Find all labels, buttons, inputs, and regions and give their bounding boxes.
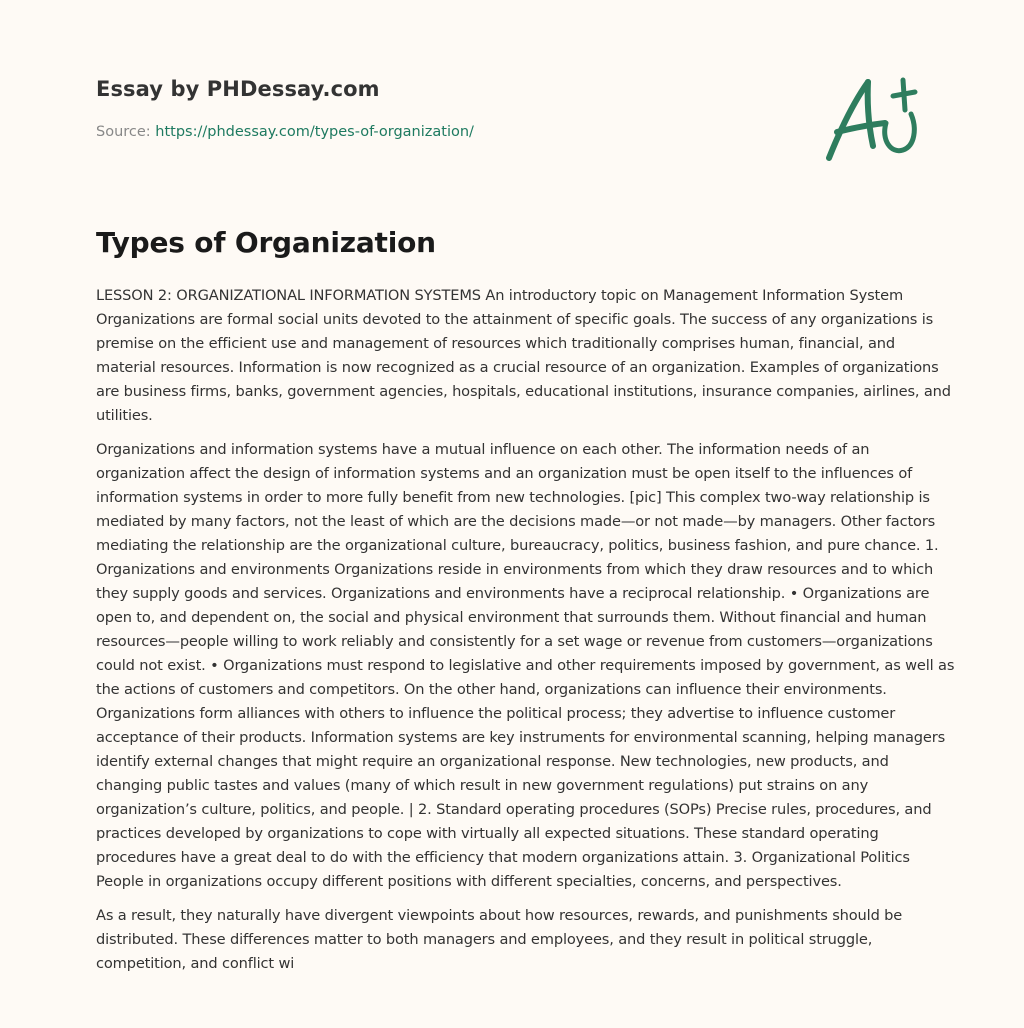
paragraph: LESSON 2: ORGANIZATIONAL INFORMATION SYSTEMS An introductory topic on Management Information System Organizations are formal social units devoted to the attainment of specific goals. The success of any organizations is premise on the efficient use and management of resources which traditionally comprises human, financial, and material resources. Information is now recognized as a crucial resource of an organization. Examples of organizations are business firms, banks, government agencies, hospitals, educational institutions, insurance companies, airlines, and utilities.: [96, 287, 951, 424]
page-header: [96, 0, 956, 200]
site-title: Essay by PHDessay.com: [96, 77, 380, 101]
source-link[interactable]: https://phdessay.com/types-of-organization/: [155, 124, 474, 140]
essay-page: [96, 0, 956, 972]
source-label: Source:: [96, 124, 156, 140]
document-body: [96, 284, 956, 986]
source-line: [96, 124, 474, 140]
paragraph: As a result, they naturally have divergent viewpoints about how resources, rewards, and punishments should be distributed. These differences matter to both managers and employees, and they result in political struggle, competition, and conflict wi: [96, 907, 903, 972]
a-plus-grade-icon: [823, 68, 928, 168]
document-title: Types of Organization: [96, 226, 436, 259]
paragraph: Organizations and information systems have a mutual influence on each other. The information needs of an organization affect the design of information systems and an organization must be open itself to the influences of information systems in order to more fully benefit from new technologies. [pic] This complex two-way relationship is mediated by many factors, not the least of which are the decisions made—or not made—by managers. Other factors mediating the relationship are the organizational culture, bureaucracy, politics, business fashion, and pure chance. 1. Organizations and environments Organizations reside in environments from which they draw resources and to which they supply goods and services. Organizations and environments have a reciprocal relationship. • Organizations are open to, and dependent on, the social and physical environment that surrounds them. Without financial and human resources—people willing to work reliably and consistently for a set wage or revenue from customers—organizations could not exist. • Organizations must respond to legislative and other requirements imposed by government, as well as the actions of customers and competitors. On the other hand, organizations can influence their environments. Organizations form alliances with others to influence the political process; they advertise to influence customer acceptance of their products. Information systems are key instruments for environmental scanning, helping managers identify external changes that might require an organizational response. New technologies, new products, and changing public tastes and values (many of which result in new government regulations) put strains on any organization’s culture, politics, and people. | 2. Standard operating procedures (SOPs) Precise rules, procedures, and practices developed by organizations to cope with virtually all expected situations. These standard operating procedures have a great deal to do with the efficiency that modern organizations attain. 3. Organizational Politics People in organizations occupy different positions with different specialties, concerns, and perspectives.: [96, 441, 955, 890]
